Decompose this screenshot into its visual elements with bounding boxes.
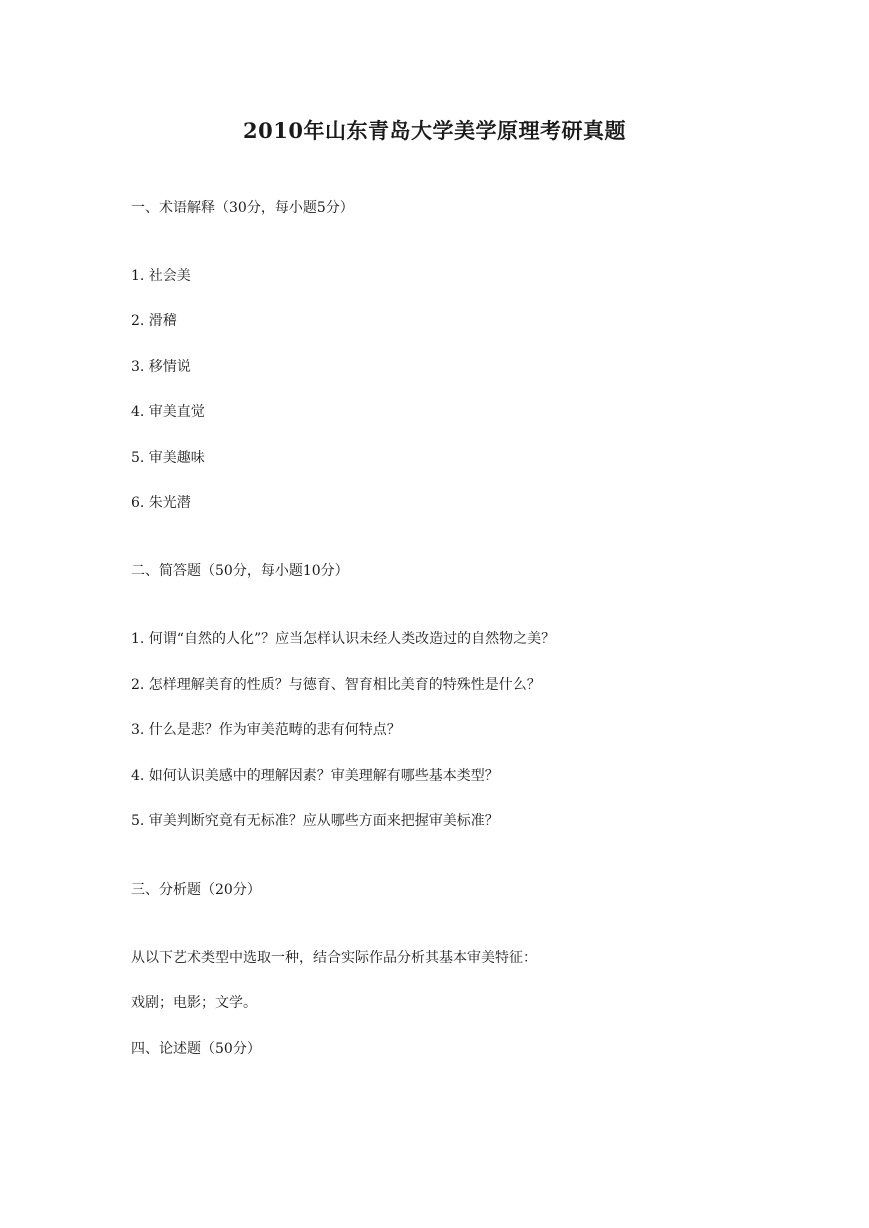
section-3-line: 戏剧；电影；文学。 — [131, 995, 257, 1011]
section-3-heading: 三、分析题（20分） — [131, 882, 261, 898]
section-2-item: 5. 审美判断究竟有无标准？应从哪些方面来把握审美标准？ — [131, 813, 499, 829]
section-2-item: 1. 何谓“自然的人化”？应当怎样认识未经人类改造过的自然物之美？ — [131, 631, 556, 647]
section-2-item: 4. 如何认识美感中的理解因素？审美理解有哪些基本类型？ — [131, 768, 499, 784]
section-1-item: 3. 移情说 — [131, 359, 191, 375]
section-1-item: 5. 审美趣味 — [131, 450, 205, 466]
section-1-item: 2. 滑稽 — [131, 313, 177, 329]
section-3-line: 从以下艺术类型中选取一种，结合实际作品分析其基本审美特征： — [131, 950, 537, 966]
section-2-heading: 二、简答题（50分，每小题10分） — [131, 563, 349, 579]
document-title: 2010年山东青岛大学美学原理考研真题 — [243, 118, 626, 143]
section-1-heading: 一、术语解释（30分，每小题5分） — [131, 200, 354, 216]
section-2-item: 2. 怎样理解美育的性质？与德育、智育相比美育的特殊性是什么？ — [131, 677, 541, 693]
section-2-item: 3. 什么是悲？作为审美范畴的悲有何特点？ — [131, 722, 401, 738]
section-1-item: 1. 社会美 — [131, 268, 191, 284]
section-1-item: 6. 朱光潜 — [131, 495, 191, 511]
section-4-heading: 四、论述题（50分） — [131, 1041, 261, 1057]
section-1-item: 4. 审美直觉 — [131, 404, 205, 420]
